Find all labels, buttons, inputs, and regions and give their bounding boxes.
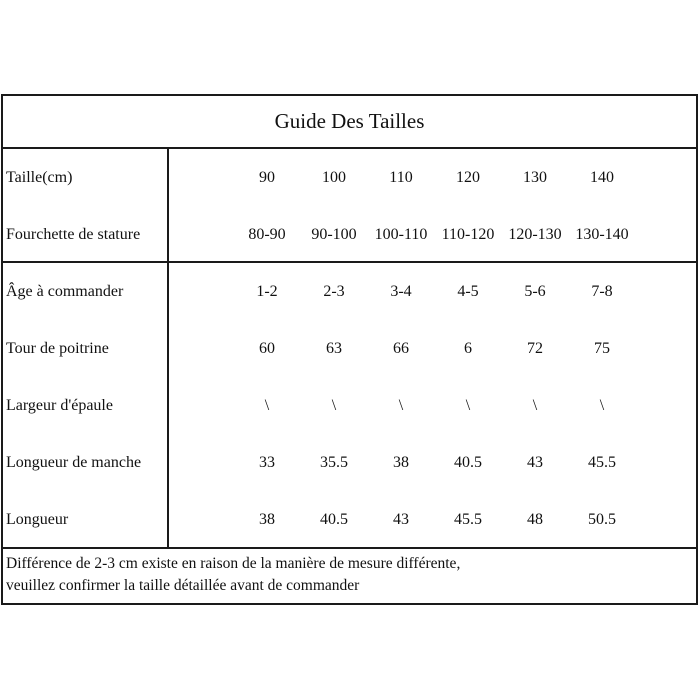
table-cell: \: [599, 396, 605, 414]
table-row: [3, 206, 696, 263]
table-cell: 140: [590, 168, 614, 186]
table-cell: 43: [527, 453, 543, 471]
table-cell: \: [532, 396, 538, 414]
row-label: Tour de poitrine: [6, 339, 109, 357]
table-cell: 130: [523, 168, 547, 186]
table-cell: 45.5: [588, 453, 616, 471]
table-cell: 3-4: [390, 282, 412, 300]
table-cell: \: [331, 396, 337, 414]
table-cell: 120: [456, 168, 480, 186]
table-cell: 7-8: [591, 282, 613, 300]
table-cell: 130-140: [575, 225, 629, 243]
table-cell: 63: [326, 339, 342, 357]
size-chart-title: Guide Des Tailles: [3, 96, 696, 149]
table-cell: 40.5: [454, 453, 482, 471]
table-cell: \: [465, 396, 471, 414]
table-cell: 100-110: [374, 225, 428, 243]
table-cell: 1-2: [256, 282, 278, 300]
table-cell: 80-90: [248, 225, 286, 243]
table-cell: 5-6: [524, 282, 546, 300]
table-cell: 43: [393, 510, 409, 528]
table-row: [3, 491, 696, 548]
table-cell: 33: [259, 453, 275, 471]
table-cell: 38: [259, 510, 275, 528]
table-cell: 40.5: [320, 510, 348, 528]
table-cell: 110: [389, 168, 413, 186]
table-cell: 66: [393, 339, 409, 357]
table-cell: 100: [322, 168, 346, 186]
table-cell: 72: [527, 339, 543, 357]
row-label: Âge à commander: [6, 282, 124, 300]
table-cell: 60: [259, 339, 275, 357]
table-cell: \: [264, 396, 270, 414]
row-label: Taille(cm): [6, 168, 73, 186]
table-row: [3, 149, 696, 206]
table-cell: 90-100: [311, 225, 357, 243]
row-label: Fourchette de stature: [6, 225, 141, 243]
measurement-note: [6, 553, 460, 597]
table-cell: \: [398, 396, 404, 414]
table-row: [3, 434, 696, 491]
table-cell: 45.5: [454, 510, 482, 528]
table-cell: 35.5: [320, 453, 348, 471]
table-cell: 120-130: [508, 225, 562, 243]
table-cell: 48: [527, 510, 543, 528]
table-cell: 90: [259, 168, 275, 186]
table-cell: 50.5: [588, 510, 616, 528]
table-row: [3, 320, 696, 377]
table-cell: 38: [393, 453, 409, 471]
table-cell: 6: [464, 339, 472, 357]
note-line-2: veuillez confirmer la taille détaillée avant de commander: [6, 577, 360, 594]
table-row: [3, 263, 696, 320]
table-cell: 75: [594, 339, 610, 357]
row-label: Largeur d'épaule: [6, 396, 113, 414]
table-cell: 2-3: [323, 282, 345, 300]
table-cell: 4-5: [457, 282, 479, 300]
table-cell: 110-120: [441, 225, 495, 243]
table-row: [3, 377, 696, 434]
row-label: Longueur de manche: [6, 453, 142, 471]
row-label: Longueur: [6, 510, 69, 528]
note-line-1: Différence de 2-3 cm existe en raison de la manière de mesure différente,: [6, 555, 461, 572]
size-chart: [1, 94, 698, 605]
